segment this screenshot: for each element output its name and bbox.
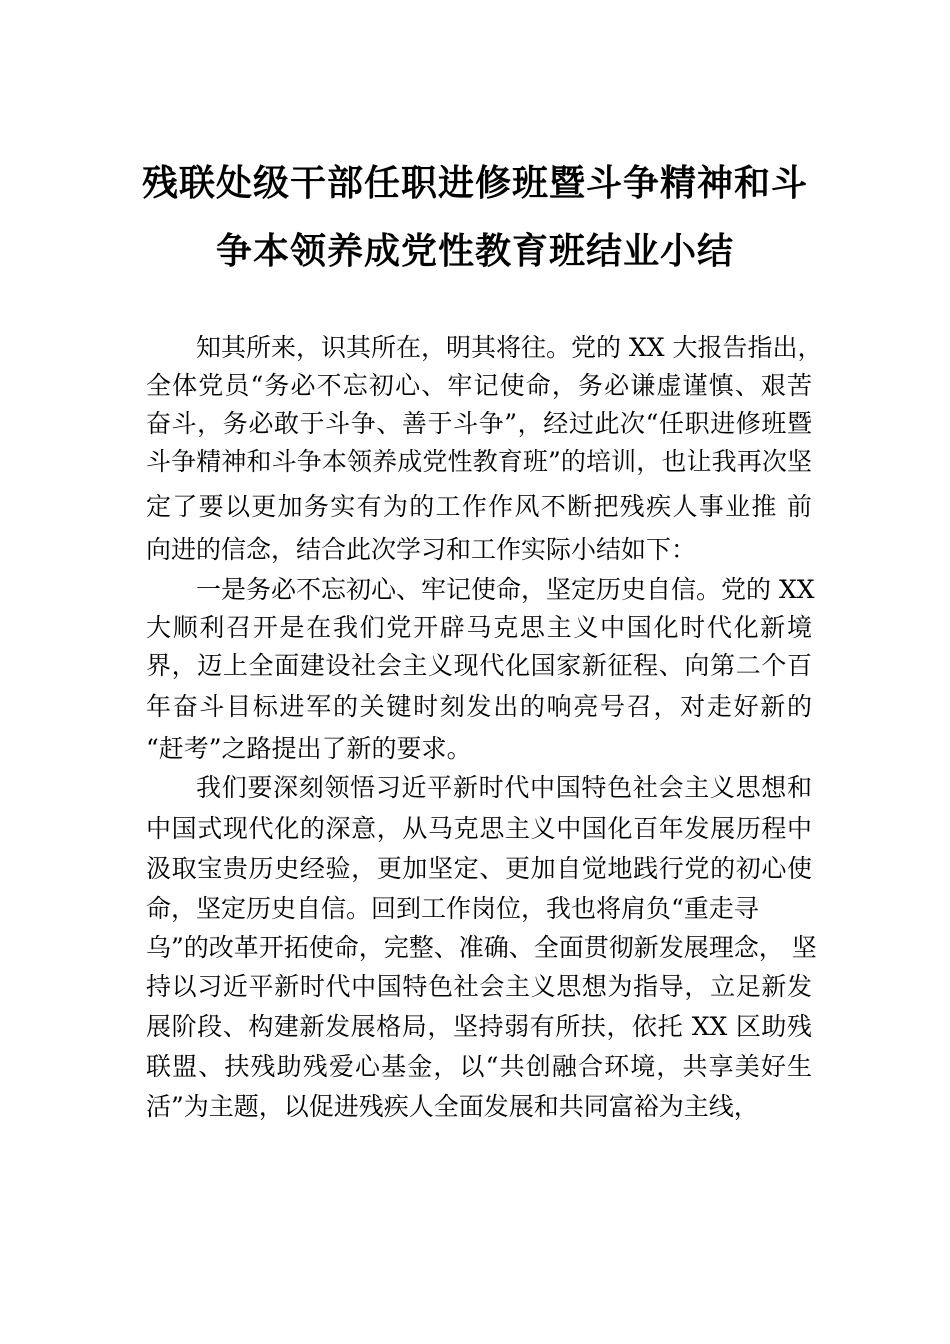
body-line: 年奋斗目标进军的关键时刻发出的响亮号召，对走好新的 xyxy=(146,692,812,721)
body-line: “赶考”之路提出了新的要求。 xyxy=(146,734,472,763)
body-line: 向进的信念，结合此次学习和工作实际小结如下： xyxy=(146,535,697,564)
body-line: 定了要以更加务实有为的工作作风不断把残疾人事业推 前 xyxy=(146,492,812,521)
body-line: 一是务必不忘初心、牢记使命，坚定历史自信。党的 XX xyxy=(196,575,815,604)
document-title-line-1: 残联处级干部任职进修班暨斗争精神和斗 xyxy=(141,163,808,204)
body-line: 知其所来，识其所在，明其将往。党的 XX 大报告指出， xyxy=(196,333,823,362)
body-line: 我们要深刻领悟习近平新时代中国特色社会主义思想和 xyxy=(196,773,812,802)
body-line: 命，坚定历史自信。回到工作岗位，我也将肩负“重走寻 xyxy=(146,894,759,923)
document-title-line-2: 争本领养成党性教育班结业小结 xyxy=(215,231,734,272)
body-line: 联盟、扶残助残爱心基金，以“共创融合环境，共享美好生 xyxy=(146,1052,812,1081)
body-line: 乌”的改革开拓使命，完整、准确、全面贯彻新发展理念， 坚 xyxy=(146,933,817,962)
body-line: 活”为主题，以促进残疾人全面发展和共同富裕为主线， xyxy=(146,1092,759,1121)
body-line: 中国式现代化的深意，从马克思主义中国化百年发展历程中 xyxy=(146,814,812,843)
body-line: 全体党员“务必不忘初心、牢记使命，务必谦虚谨慎、艰苦 xyxy=(146,371,812,400)
body-line: 持以习近平新时代中国特色社会主义思想为指导，立足新发 xyxy=(146,972,812,1001)
body-line: 汲取宝贵历史经验，更加坚定、更加自觉地践行党的初心使 xyxy=(146,854,812,883)
body-line: 展阶段、构建新发展格局，坚持弱有所扶，依托 XX 区助残 xyxy=(146,1012,812,1041)
body-line: 界，迈上全面建设社会主义现代化国家新征程、向第二个百 xyxy=(146,651,812,680)
body-line: 奋斗，务必敢于斗争、善于斗争”，经过此次“任职进修班暨 xyxy=(146,409,812,438)
body-line: 斗争精神和斗争本领养成党性教育班”的培训，也让我再次坚 xyxy=(146,447,812,476)
body-line: 大顺利召开是在我们党开辟马克思主义中国化时代化新境 xyxy=(146,613,812,642)
